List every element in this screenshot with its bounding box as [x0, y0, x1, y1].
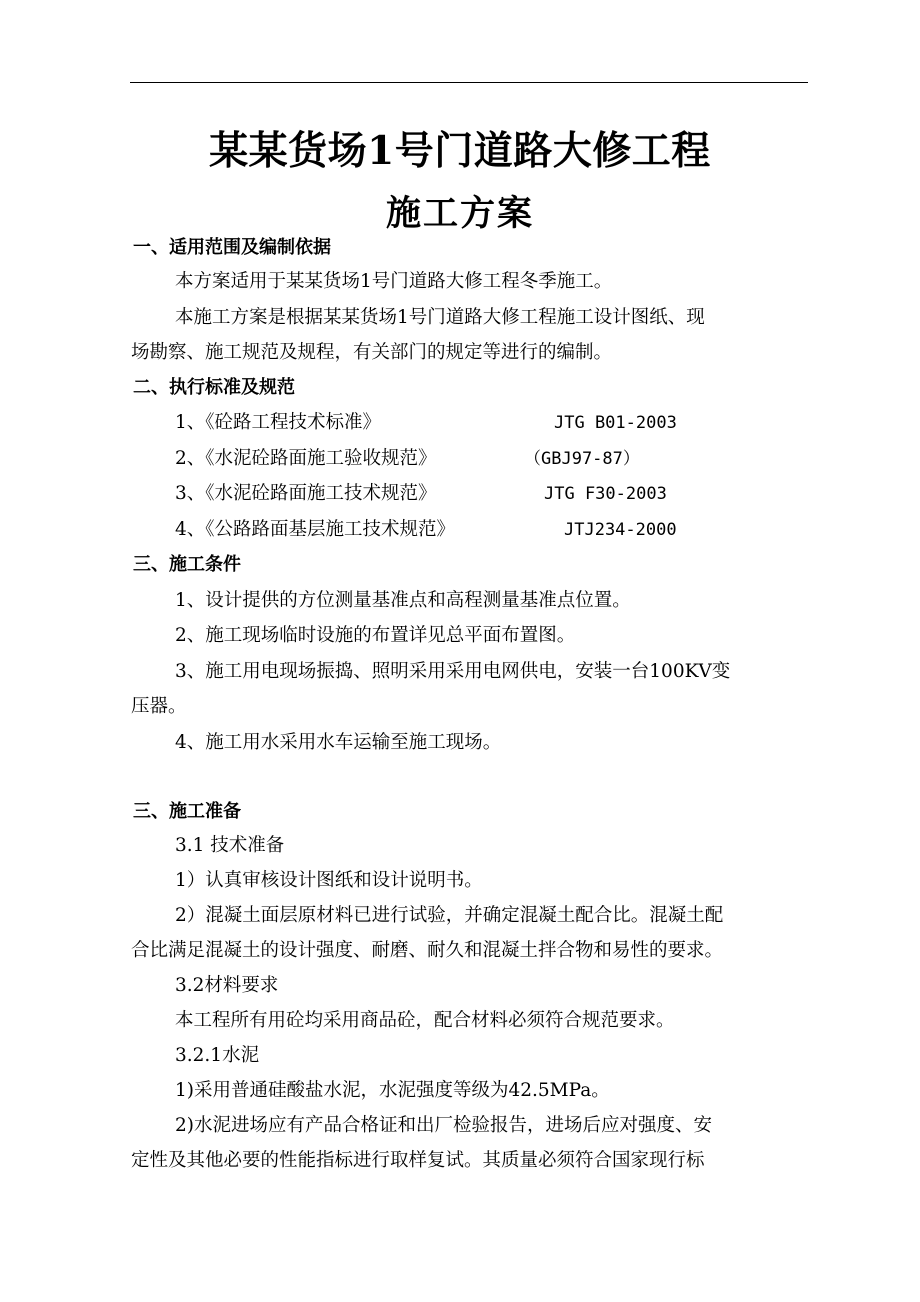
section-heading-standards: 二、执行标准及规范 — [133, 377, 295, 398]
section-heading-scope: 一、适用范围及编制依据 — [133, 237, 331, 258]
list-item: 1）认真审核设计图纸和设计说明书。 — [175, 870, 483, 891]
list-item: 定性及其他必要的性能指标进行取样复试。其质量必须符合国家现行标 — [131, 1150, 705, 1171]
standard-code: JTG F30-2003 — [544, 484, 667, 504]
list-item: 3、施工用电现场振捣、照明采用采用电网供电，安装一台100KV变 — [175, 661, 731, 682]
standard-code: JTJ234-2000 — [564, 520, 677, 540]
document-title: 某某货场1号门道路大修工程 — [209, 128, 711, 174]
paragraph: 本方案适用于某某货场1号门道路大修工程冬季施工。 — [175, 271, 613, 292]
subsection-heading: 3.2材料要求 — [175, 975, 279, 996]
standard-name: 2、《水泥砼路面施工验收规范》 — [175, 448, 437, 469]
standard-name: 3、《水泥砼路面施工技术规范》 — [175, 483, 437, 504]
section-heading-preparation: 三、施工准备 — [133, 801, 241, 822]
header-rule — [130, 82, 808, 83]
list-item: 1)采用普通硅酸盐水泥，水泥强度等级为42.5MPa。 — [175, 1080, 610, 1101]
list-item: 2）混凝土面层原材料已进行试验，并确定混凝土配合比。混凝土配 — [175, 905, 724, 926]
standard-code: （GBJ97-87） — [524, 449, 640, 469]
list-item: 2)水泥进场应有产品合格证和出厂检验报告，进场后应对强度、安 — [175, 1115, 712, 1136]
paragraph: 场勘察、施工规范及规程，有关部门的规定等进行的编制。 — [131, 342, 613, 363]
section-heading-conditions: 三、施工条件 — [133, 554, 241, 575]
document-subtitle: 施工方案 — [385, 193, 534, 234]
list-item: 2、施工现场临时设施的布置详见总平面布置图。 — [175, 625, 576, 646]
standard-name: 4、《公路路面基层施工技术规范》 — [175, 519, 456, 540]
paragraph: 本工程所有用砼均采用商品砼，配合材料必须符合规范要求。 — [175, 1010, 675, 1031]
list-item: 4、施工用水采用水车运输至施工现场。 — [175, 732, 502, 753]
standard-code: JTG B01-2003 — [554, 413, 677, 433]
paragraph: 本施工方案是根据某某货场1号门道路大修工程施工设计图纸、现 — [175, 307, 705, 328]
list-item: 压器。 — [131, 696, 187, 717]
list-item: 1、设计提供的方位测量基准点和高程测量基准点位置。 — [175, 590, 631, 611]
subsection-heading: 3.1 技术准备 — [175, 835, 285, 856]
standard-name: 1、《砼路工程技术标准》 — [175, 412, 382, 433]
subsection-heading: 3.2.1水泥 — [175, 1045, 260, 1066]
list-item: 合比满足混凝土的设计强度、耐磨、耐久和混凝土拌合物和易性的要求。 — [131, 940, 724, 961]
